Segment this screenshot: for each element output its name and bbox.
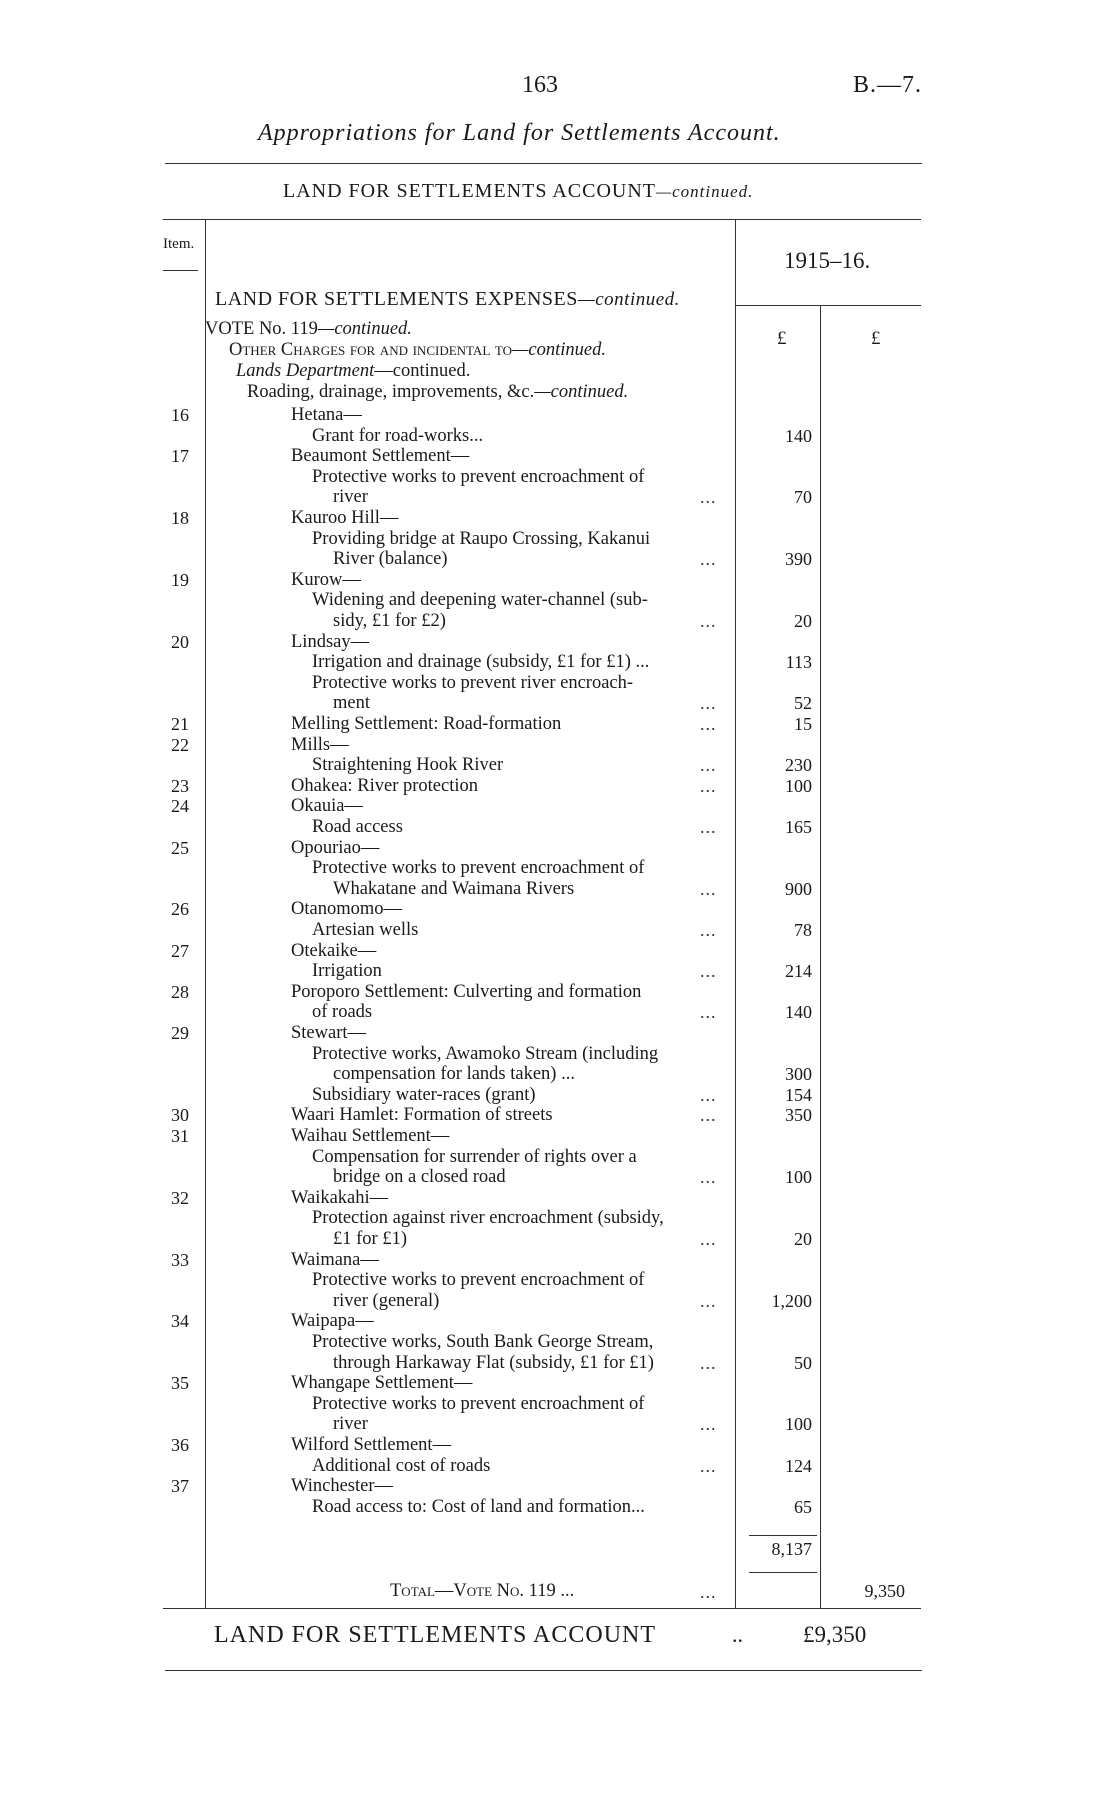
leader-dots: ... (700, 775, 717, 796)
department-text: Lands Department (236, 361, 375, 381)
subtotal-rule-top (749, 1535, 817, 1536)
item-number: 26 (171, 899, 189, 920)
item-description-line: £1 for £1) (333, 1229, 407, 1249)
table-top-rule (163, 219, 921, 220)
item-amount: 350 (785, 1105, 812, 1126)
leader-dots: ... (700, 611, 717, 631)
item-description-line: Protective works to prevent river encroach- (312, 672, 634, 693)
item-number: 23 (171, 775, 189, 796)
summary-label: LAND FOR SETTLEMENTS ACCOUNT (214, 1622, 657, 1648)
roading-text: Roading, drainage, improvements, &c. (247, 382, 535, 402)
item-number: 29 (171, 1023, 189, 1043)
item-heading: Mills— (291, 734, 349, 755)
item-amount: 50 (794, 1352, 812, 1373)
item-number: 20 (171, 631, 189, 652)
item-heading: Winchester— (291, 1476, 393, 1497)
item-column-header: Item. (163, 236, 195, 252)
total-vote-label: Total—Vote No. 119 ... (390, 1581, 575, 1601)
pound-sign-detail: £ (777, 328, 787, 349)
leader-dots: ... (700, 920, 717, 940)
item-description-line: Compensation for surrender of rights over a (312, 1146, 637, 1167)
item-amount: 100 (785, 1414, 812, 1435)
item-number: 27 (171, 940, 189, 961)
leader-dots: ... (700, 878, 717, 899)
subtotal-amount: 8,137 (771, 1539, 812, 1559)
item-description-line: Subsidiary water-races (grant) (312, 1084, 536, 1105)
item-number: 30 (171, 1105, 189, 1126)
leader-dots: ... (700, 1084, 717, 1105)
item-amount: 20 (794, 1229, 812, 1249)
item-number: 35 (171, 1373, 189, 1394)
item-description-line: Protective works, South Bank George Stream, (312, 1332, 654, 1352)
item-amount: 124 (785, 1455, 812, 1476)
item-amount: 100 (785, 775, 812, 796)
item-amount: 230 (785, 755, 812, 776)
item-heading: Lindsay— (291, 631, 370, 652)
year-underline (735, 305, 921, 306)
item-description-line: Protective works to prevent encroachment of (312, 858, 645, 879)
item-amount: 70 (794, 487, 812, 508)
item-heading: Waihau Settlement— (291, 1126, 450, 1146)
item-description-line: river (333, 487, 368, 508)
item-amount: 113 (785, 652, 812, 673)
subtotal-rule-bottom (749, 1572, 817, 1573)
item-number: 21 (171, 714, 189, 734)
other-charges-suffix: —continued. (511, 340, 607, 360)
item-description-line: river (general) (333, 1290, 440, 1311)
item-amount: 390 (785, 549, 812, 570)
item-number: 25 (171, 837, 189, 858)
item-header-underline (163, 270, 198, 271)
summary-dots: .. (732, 1622, 743, 1647)
item-heading: Okauia— (291, 796, 363, 817)
item-amount: 140 (785, 425, 812, 446)
item-heading: Waimana— (291, 1249, 379, 1270)
item-amount: 1,200 (771, 1290, 812, 1311)
other-charges-text: Other Charges for and incidental to (229, 340, 512, 360)
department-line (236, 361, 470, 382)
other-charges-line (229, 340, 606, 361)
leader-dots: ... (700, 1002, 717, 1023)
page-number: 163 (522, 72, 558, 98)
item-number: 31 (171, 1126, 189, 1146)
leader-dots: ... (700, 817, 717, 837)
vote-line-text: VOTE No. 119 (205, 319, 318, 339)
item-description-line: Road access to: Cost of land and formation... (312, 1496, 645, 1517)
item-description-line: Irrigation and drainage (subsidy, £1 for £1) ... (312, 652, 650, 673)
leader-dots: ... (700, 1105, 717, 1126)
leader-dots: ... (700, 1414, 717, 1435)
item-heading: Stewart— (291, 1023, 367, 1043)
total-vote-amount: 9,350 (864, 1581, 905, 1601)
expenses-subheading-text: LAND FOR SETTLEMENTS EXPENSES (215, 288, 578, 310)
item-number: 32 (171, 1187, 189, 1208)
pound-sign-total: £ (871, 328, 881, 349)
item-number: 33 (171, 1249, 189, 1270)
item-amount: 52 (794, 693, 812, 714)
item-amount: 900 (785, 878, 812, 899)
item-heading: Otanomomo— (291, 899, 402, 920)
item-description-line: River (balance) (333, 549, 448, 570)
section-title-suffix: —continued. (656, 182, 754, 201)
summary-amount: £9,350 (803, 1622, 867, 1647)
item-description-line: Waari Hamlet: Formation of streets (291, 1105, 553, 1126)
leader-dots: ... (700, 1290, 717, 1311)
item-description-line: Ohakea: River protection (291, 775, 478, 796)
item-heading: Kurow— (291, 569, 361, 590)
year-header: 1915–16. (784, 248, 871, 273)
leader-dots: ... (700, 549, 717, 570)
leader-dots: ... (700, 693, 717, 714)
item-amount: 15 (794, 714, 812, 734)
vote-line-suffix: —continued. (317, 319, 412, 339)
item-number: 18 (171, 508, 189, 528)
item-description-line: Grant for road-works... (312, 425, 484, 446)
item-amount: 165 (785, 817, 812, 837)
item-number: 36 (171, 1435, 189, 1455)
roading-suffix: —continued. (534, 382, 629, 402)
expenses-subheading-suffix: —continued. (577, 289, 680, 310)
footer-rule (165, 1670, 922, 1671)
item-description-line: bridge on a closed road (333, 1167, 506, 1188)
item-amount: 154 (785, 1084, 812, 1105)
item-description-line: of roads (312, 1002, 373, 1023)
item-description-line: Artesian wells (312, 920, 419, 940)
roading-line (247, 382, 628, 403)
item-number: 16 (171, 405, 189, 425)
running-title: Appropriations for Land for Settlements Account. (258, 120, 781, 146)
section-title (283, 180, 753, 203)
item-heading: Kauroo Hill— (291, 508, 399, 528)
item-heading: Waipapa— (291, 1311, 374, 1332)
table-bottom-rule (163, 1608, 921, 1609)
item-description-line: compensation for lands taken) ... (333, 1064, 575, 1085)
item-number: 24 (171, 796, 189, 817)
amount-column-rule (735, 219, 736, 1608)
item-heading: Wilford Settlement— (291, 1435, 452, 1455)
item-description-line: Protection against river encroachment (subsidy, (312, 1208, 664, 1229)
item-amount: 300 (785, 1064, 812, 1085)
item-number: 22 (171, 734, 189, 755)
document-reference: B.—7. (853, 72, 923, 98)
leader-dots: ... (700, 961, 717, 982)
total-column-rule (820, 305, 821, 1608)
item-amount: 214 (785, 961, 812, 982)
item-description-line: Protective works to prevent encroachment of (312, 1393, 645, 1414)
item-description-line: Straightening Hook River (312, 755, 504, 776)
item-description-line: Whakatane and Waimana Rivers (333, 878, 575, 899)
item-number: 19 (171, 569, 189, 590)
leader-dots: ... (700, 1352, 717, 1373)
item-amount: 100 (785, 1167, 812, 1188)
item-heading: Otekaike— (291, 940, 377, 961)
total-leader-dots: ... (700, 1582, 717, 1602)
item-description-line: Melling Settlement: Road-formation (291, 714, 562, 734)
item-description-line: Widening and deepening water-channel (sub- (312, 590, 648, 611)
item-number: 28 (171, 981, 189, 1002)
item-number: 17 (171, 446, 189, 467)
item-heading: Beaumont Settlement— (291, 446, 470, 467)
header-rule (165, 163, 922, 164)
vote-line (205, 319, 412, 340)
leader-dots: ... (700, 755, 717, 776)
item-description-line: Additional cost of roads (312, 1455, 491, 1476)
leader-dots: ... (700, 1229, 717, 1249)
item-description-line: ment (333, 693, 370, 714)
item-heading: Hetana— (291, 405, 362, 425)
item-amount: 20 (794, 611, 812, 631)
section-title-text: LAND FOR SETTLEMENTS ACCOUNT (283, 180, 657, 202)
item-amount: 65 (794, 1496, 812, 1517)
department-suffix: —continued. (374, 361, 471, 381)
item-heading: Waikakahi— (291, 1187, 389, 1208)
item-description-line: Providing bridge at Raupo Crossing, Kakanui (312, 528, 651, 549)
item-description-line: Protective works to prevent encroachment of (312, 1270, 645, 1291)
leader-dots: ... (700, 1455, 717, 1476)
item-description-line: Protective works, Awamoko Stream (including (312, 1043, 659, 1064)
item-description-line: Protective works to prevent encroachment of (312, 466, 645, 487)
item-number: 37 (171, 1476, 189, 1497)
item-description-line: river (333, 1414, 368, 1435)
item-heading: Whangape Settlement— (291, 1373, 473, 1394)
leader-dots: ... (700, 1167, 717, 1188)
item-heading: Opouriao— (291, 837, 380, 858)
item-amount: 140 (785, 1002, 812, 1023)
expenses-subheading (215, 288, 680, 311)
item-description-line: Road access (312, 817, 403, 837)
item-amount: 78 (794, 920, 812, 940)
item-number: 34 (171, 1311, 189, 1332)
item-description-line: sidy, £1 for £2) (333, 611, 446, 631)
item-description-line: through Harkaway Flat (subsidy, £1 for £1) (333, 1352, 654, 1373)
leader-dots: ... (700, 487, 717, 508)
leader-dots: ... (700, 714, 717, 734)
item-description-line: Irrigation (312, 961, 382, 982)
item-heading: Poroporo Settlement: Culverting and formation (291, 981, 642, 1002)
